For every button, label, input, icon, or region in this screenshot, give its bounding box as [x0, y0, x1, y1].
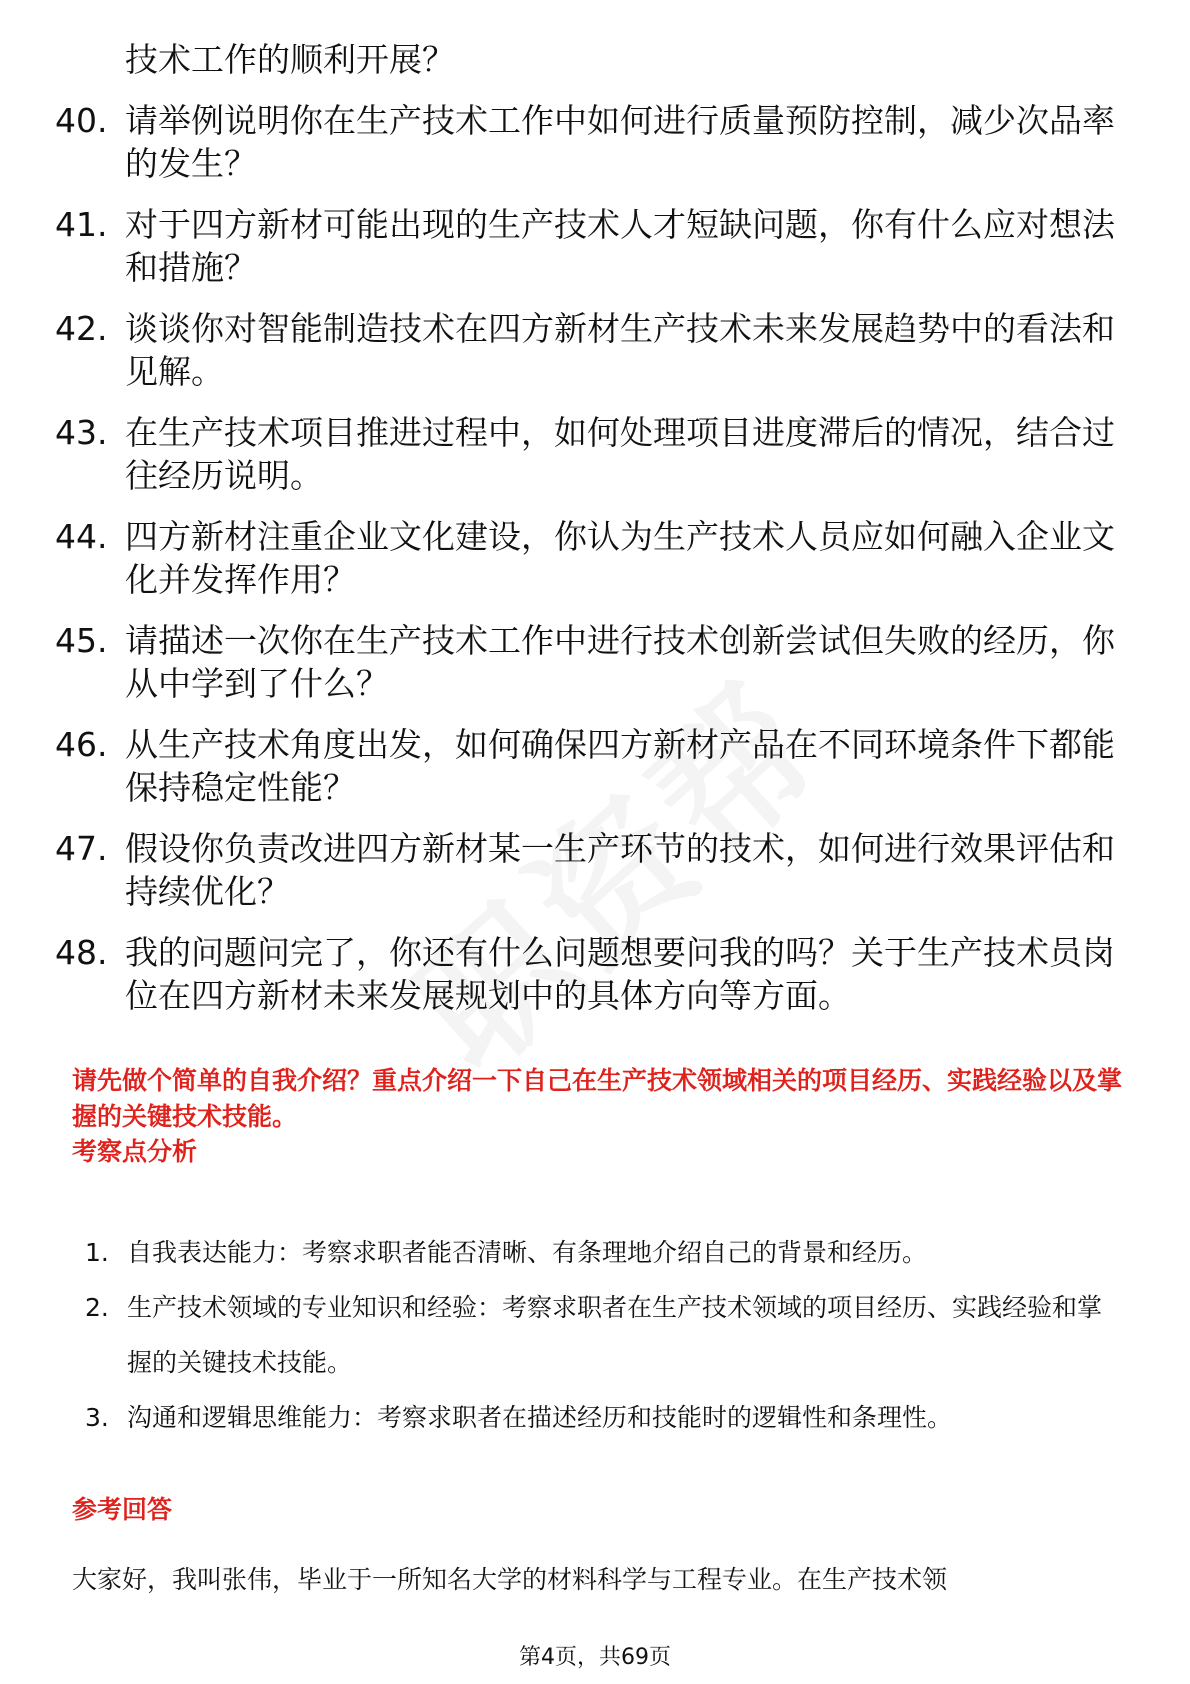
question-item [55, 99, 1125, 185]
point-number: 2. [85, 1293, 109, 1322]
question-item [55, 619, 1125, 705]
question-number: 45. [55, 621, 108, 660]
question-number: 46. [55, 725, 108, 764]
analysis-point [85, 1225, 1125, 1280]
point-text: 自我表达能力：考察求职者能否清晰、有条理地介绍自己的背景和经历。 [127, 1238, 928, 1267]
question-item [55, 411, 1125, 497]
question-number: 47. [55, 829, 108, 868]
question-text: 假设你负责改进四方新材某一生产环节的技术，如何进行效果评估和持续优化？ [125, 829, 1115, 911]
question-text: 四方新材注重企业文化建设，你认为生产技术人员应如何融入企业文化并发挥作用？ [125, 517, 1115, 599]
point-number: 3. [85, 1403, 109, 1432]
reference-heading: 参考回答 [72, 1495, 173, 1524]
point-number: 1. [85, 1238, 109, 1267]
question-text: 技术工作的顺利开展？ [125, 40, 455, 79]
question-text: 从生产技术角度出发，如何确保四方新材产品在不同环境条件下都能保持稳定性能？ [125, 725, 1115, 807]
question-text: 请描述一次你在生产技术工作中进行技术创新尝试但失败的经历，你从中学到了什么？ [125, 621, 1115, 703]
question-number: 40. [55, 101, 108, 140]
analysis-points [85, 1225, 1125, 1445]
analysis-point [85, 1280, 1125, 1390]
question-number: 44. [55, 517, 108, 556]
question-number: 42. [55, 309, 108, 348]
question-item [55, 515, 1125, 601]
question-number: 48. [55, 933, 108, 972]
question-number: 41. [55, 205, 108, 244]
question-item [55, 203, 1125, 289]
page-footer: 第4页，共69页 [519, 1645, 671, 1670]
question-number: 43. [55, 413, 108, 452]
question-continuation [55, 38, 1125, 81]
featured-question: 请先做个简单的自我介绍？重点介绍一下自己在生产技术领域相关的项目经历、实践经验以及掌握的关键技术技能。 [72, 1066, 1123, 1131]
question-item [55, 723, 1125, 809]
question-text: 请举例说明你在生产技术工作中如何进行质量预防控制，减少次品率的发生？ [125, 101, 1115, 183]
analysis-point [85, 1390, 1125, 1445]
question-item [55, 307, 1125, 393]
reference-answer: 大家好，我叫张伟，毕业于一所知名大学的材料科学与工程专业。在生产技术领 [72, 1565, 948, 1594]
question-text: 对于四方新材可能出现的生产技术人才短缺问题，你有什么应对想法和措施？ [125, 205, 1115, 287]
point-text: 沟通和逻辑思维能力：考察求职者在描述经历和技能时的逻辑性和条理性。 [127, 1403, 953, 1432]
analysis-heading: 考察点分析 [72, 1137, 198, 1166]
question-text: 谈谈你对智能制造技术在四方新材生产技术未来发展趋势中的看法和见解。 [125, 309, 1115, 391]
question-item [55, 931, 1125, 1017]
question-list [55, 38, 1125, 1035]
question-item [55, 827, 1125, 913]
question-text: 我的问题问完了，你还有什么问题想要问我的吗？关于生产技术员岗位在四方新材未来发展规划中的具体方向等方面。 [125, 933, 1115, 1015]
question-text: 在生产技术项目推进过程中，如何处理项目进度滞后的情况，结合过往经历说明。 [125, 413, 1115, 495]
point-text: 生产技术领域的专业知识和经验：考察求职者在生产技术领域的项目经历、实践经验和掌握的关键技术技能。 [127, 1293, 1103, 1377]
